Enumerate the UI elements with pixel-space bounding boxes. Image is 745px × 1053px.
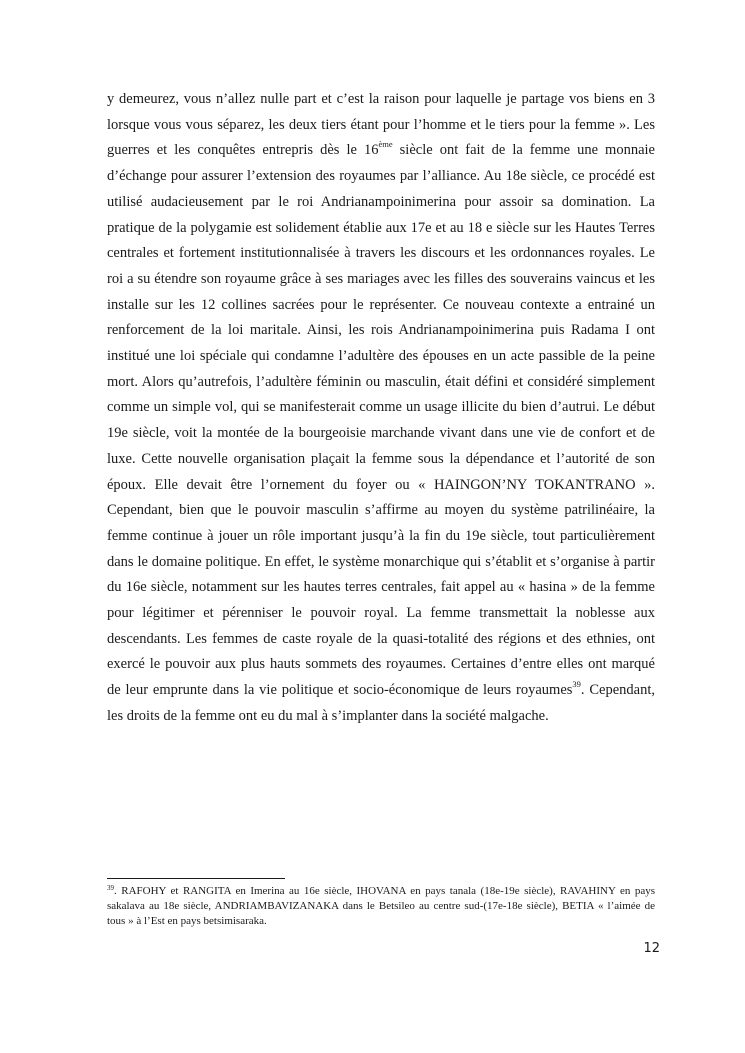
- page-number: 12: [643, 941, 660, 956]
- footnote-separator: [107, 878, 285, 879]
- body-text-part-1: y demeurez, vous n’allez nulle part et c’est la raison pour laquelle je partage vos biens en 3 lorsque vous vous séparez, les deux tiers étant pour l’homme et le tiers pour la femme ». Les guerres et les conquêtes entrepris dès le 16: [107, 91, 655, 159]
- superscript-eme: ème: [378, 139, 393, 150]
- body-paragraph: [107, 87, 655, 730]
- body-text-part-2: siècle ont fait de la femme une monnaie d’échange pour assurer l’extension des royaumes par l’alliance. Au 18e siècle, ce procédé est utilisé audacieusement par le roi Andrianampoinimerina pour assoir sa domination. La pratique de la polygamie est solidement établie aux 17e et au 18 e siècle sur les Hautes Terres centrales et fortement institutionnalisée à travers les discours et les ordonnances royales. Le roi a su étendre son royaume grâce à ses mariages avec les filles des souverains vaincus et les installe sur les 12 collines sacrées pour le représenter. Ce nouveau contexte a entrainé un renforcement de la loi maritale. Ainsi, les rois Andrianampoinimerina puis Radama I ont institué une loi spéciale qui condamne l’adultère des épouses en un acte passible de la peine mort. Alors qu’autrefois, l’adultère féminin ou masculin, était défini et considéré simplement comme un simple vol, qui se manifesterait comme un usage illicite du bien d’autrui. Le début 19e siècle, voit la montée de la bourgeoisie marchande vivant dans une vie de confort et de luxe. Cette nouvelle organisation plaçait la femme sous la dépendance et l’autorité de son époux. Elle devait être l’ornement du foyer ou « HAINGON’NY TOKANTRANO ». Cependant, bien que le pouvoir masculin s’affirme au moyen du système patrilinéaire, la femme continue à jouer un rôle important jusqu’à la fin du 19e siècle, tout particulièrement dans le domaine politique. En effet, le système monarchique qui s’établit et s’organise à partir du 16e siècle, notamment sur les hautes terres centrales, fait appel au « hasina » de la femme pour légitimer et pérenniser le pouvoir royal. La femme transmettait la noblesse aux descendants. Les femmes de caste royale de la quasi-totalité des régions et des ethnies, ont exercé le pouvoir aux plus hauts sommets des royaumes. Certaines d’entre elles ont marqué de leur emprunte dans la vie politique et socio-économique de leurs royaumes: [107, 142, 655, 699]
- footnote-marker: 39: [107, 884, 114, 892]
- footnote-text: . RAFOHY et RANGITA en Imerina au 16e siècle, IHOVANA en pays tanala (18e-19e siècle), RAVAHINY en pays sakalava au 18e siècle, ANDRIAMBAVIZANAKA dans le Betsileo au centre sud-(17e-18e siècle), BETIA « l’aimée de tous » à l’Est en pays betsimisaraka.: [107, 885, 655, 927]
- footnote-reference-39: 39: [572, 679, 581, 690]
- footnote: [107, 884, 655, 929]
- body-text-part-3: . Cependant, les droits de la femme ont eu du mal à s’implanter dans la société malgache.: [107, 682, 655, 724]
